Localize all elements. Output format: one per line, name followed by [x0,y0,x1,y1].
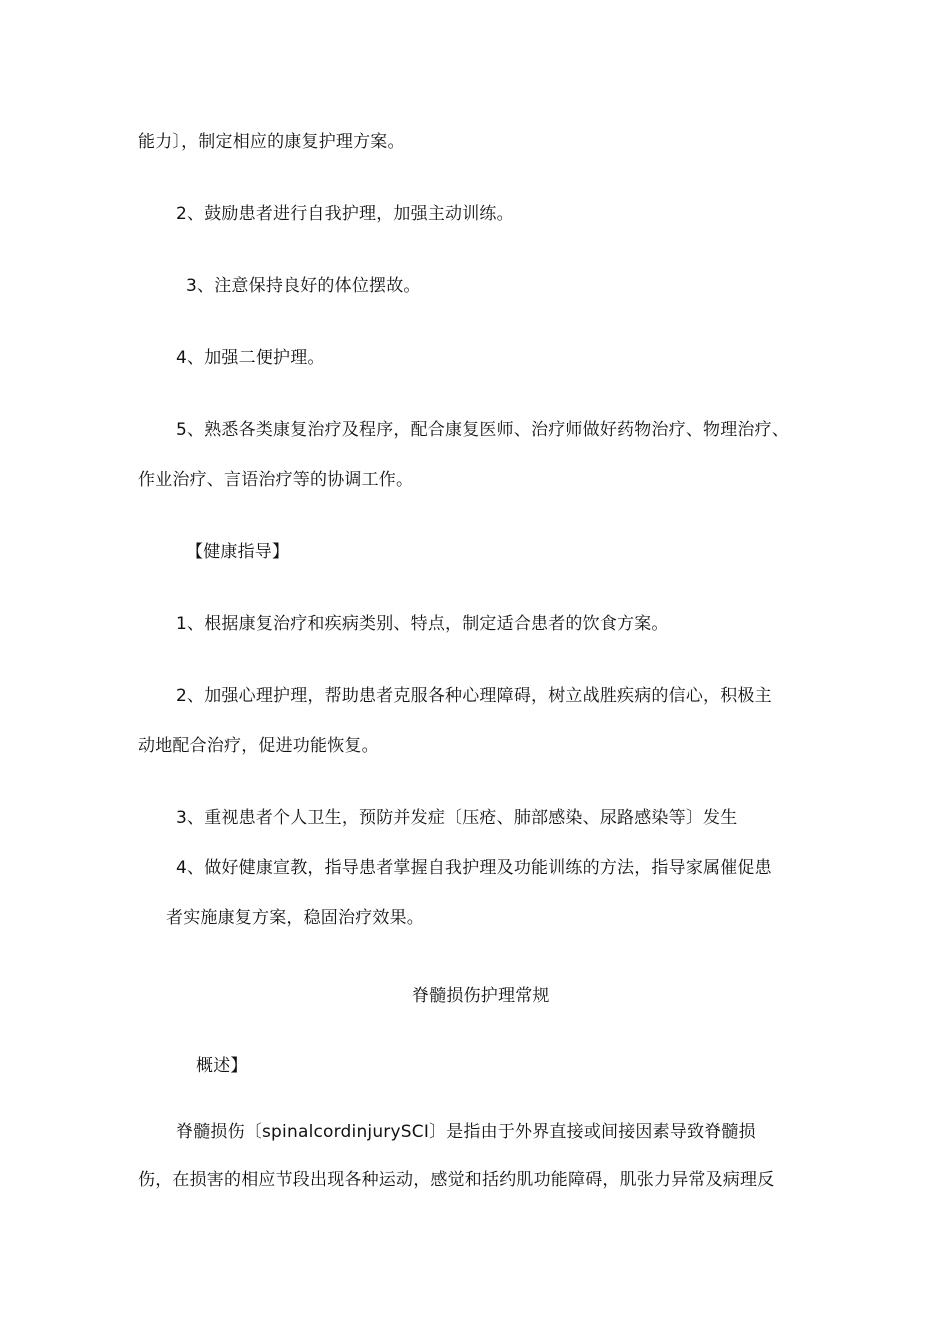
overview-paragraph-line-1: 脊髓损伤〔spinalcordinjurySCI〕是指由于外界直接或间接因素导致脊髓损 [176,1122,756,1142]
list-item-5-continued: 作业治疗、言语治疗等的协调工作。 [138,470,414,490]
section-title-spinal-injury: 脊髓损伤护理常规 [412,986,550,1006]
list-item-2: 2、鼓励患者进行自我护理，加强主动训练。 [176,204,514,224]
overview-paragraph-line-2: 伤，在损害的相应节段出现各种运动，感觉和括约肌功能障碍，肌张力异常及病理反 [138,1170,775,1190]
list-item-4: 4、加强二便护理。 [176,348,325,368]
list-item-5: 5、熟悉各类康复治疗及程序，配合康复医师、治疗师做好药物治疗、物理治疗、 [176,420,790,440]
list-item-3: 3、注意保持良好的体位摆故。 [186,276,421,296]
guidance-item-4-continued: 者实施康复方案，稳固治疗效果。 [166,908,424,928]
guidance-item-2: 2、加强心理护理，帮助患者克服各种心理障碍，树立战胜疾病的信心，积极主 [176,686,772,706]
subheading-overview: 概述】 [196,1056,248,1076]
guidance-item-1: 1、根据康复治疗和疾病类别、特点，制定适合患者的饮食方案。 [176,614,669,634]
guidance-item-4: 4、做好健康宣教，指导患者掌握自我护理及功能训练的方法，指导家属催促患 [176,858,772,878]
section-heading-health-guidance: 【健康指导】 [186,542,290,562]
guidance-item-3: 3、重视患者个人卫生，预防并发症〔压疮、肺部感染、尿路感染等〕发生 [176,808,738,828]
guidance-item-2-continued: 动地配合治疗，促进功能恢复。 [138,736,379,756]
paragraph-line: 能力〕，制定相应的康复护理方案。 [138,132,405,152]
